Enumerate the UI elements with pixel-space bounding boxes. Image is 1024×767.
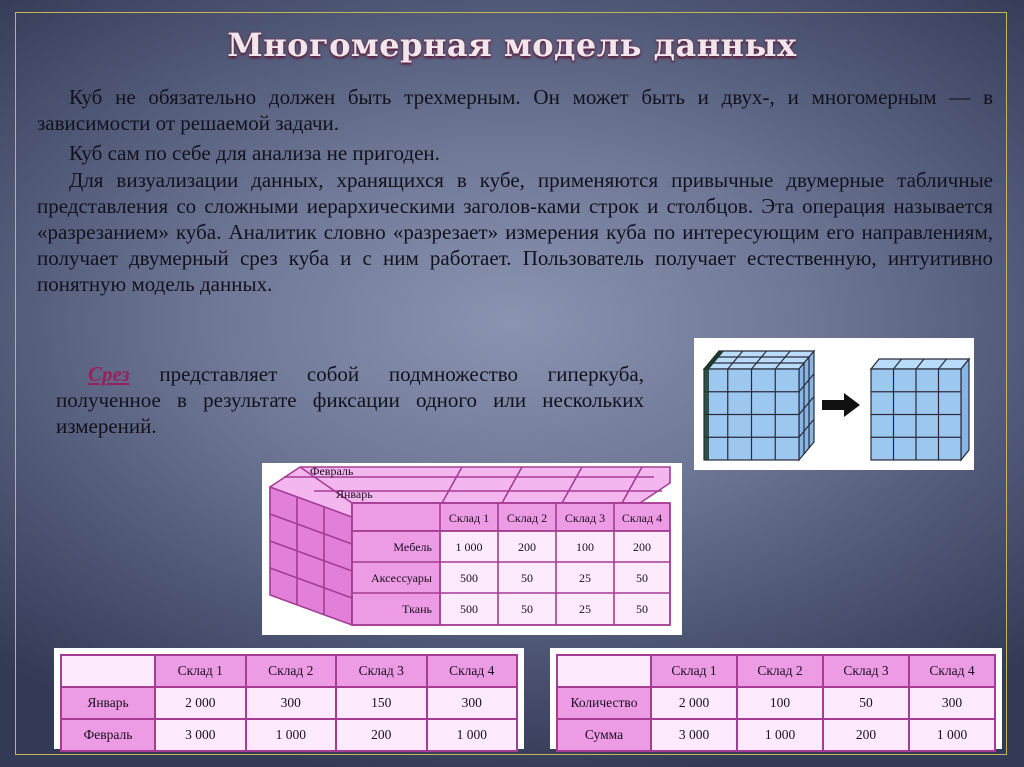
table-cell: 100 xyxy=(737,687,823,719)
table-row xyxy=(557,719,995,751)
cube-col-header: Склад 1 xyxy=(448,511,490,525)
table-corner-cell xyxy=(557,655,651,687)
cube-cell: 200 xyxy=(518,540,536,554)
cube-col-header: Склад 3 xyxy=(564,511,606,525)
cube-cell: 25 xyxy=(579,602,591,616)
table-cell: 2 000 xyxy=(651,687,737,719)
arrow-icon xyxy=(822,393,860,417)
table-col-header: Склад 1 xyxy=(155,655,246,687)
slice-table-measures-panel xyxy=(550,648,1002,749)
table-row xyxy=(557,687,995,719)
result-slice xyxy=(871,359,969,460)
table-cell: 300 xyxy=(246,687,337,719)
table-cell: 200 xyxy=(823,719,909,751)
table-cell: 300 xyxy=(909,687,995,719)
table-col-header: Склад 4 xyxy=(427,655,518,687)
table-col-header: Склад 4 xyxy=(909,655,995,687)
table-cell: 50 xyxy=(823,687,909,719)
table-corner-cell xyxy=(61,655,155,687)
table-header-row xyxy=(61,655,517,687)
paragraph-cube-dimensions: Куб не обязательно должен быть трехмерным. Он может быть и двух-, и многомерным — в зависимости от решаемой задачи. xyxy=(37,85,993,135)
source-cube xyxy=(704,351,814,460)
paragraph-cube-not-suitable: Куб сам по себе для анализа не пригоден. xyxy=(69,141,440,165)
cube-slice-diagram xyxy=(694,338,974,470)
cube-cell: 50 xyxy=(521,571,533,585)
table-row-label: Февраль xyxy=(61,719,155,751)
table-cell: 1 000 xyxy=(246,719,337,751)
slice-definition xyxy=(56,361,644,439)
table-row-label: Количество xyxy=(557,687,651,719)
cube-cell: 500 xyxy=(460,571,478,585)
table-cell: 1 000 xyxy=(737,719,823,751)
slide-title: Многомерная модель данных xyxy=(227,26,797,64)
cube-row-label: Мебель xyxy=(393,540,432,554)
table-header-row xyxy=(557,655,995,687)
table-cell: 1 000 xyxy=(909,719,995,751)
cube-cell: 200 xyxy=(633,540,651,554)
table-col-header: Склад 1 xyxy=(651,655,737,687)
slice-definition-text: представляет собой подмножество гиперкуба, полученное в результате фиксации одного или нескольких измерений. xyxy=(56,362,644,438)
table-col-header: Склад 2 xyxy=(737,655,823,687)
cube-col-header: Склад 4 xyxy=(621,511,663,525)
slice-term: Срез xyxy=(88,362,130,386)
table-cell: 2 000 xyxy=(155,687,246,719)
cube-cell: 25 xyxy=(579,571,591,585)
cube-row-label: Аксессуары xyxy=(370,571,432,585)
table-cell: 200 xyxy=(336,719,427,751)
paragraph-visualization: Для визуализации данных, хранящихся в кубе, применяются привычные двумерные табличные представления со сложными иерархическими заголов-ками строк и столбцов. Эта операция называется «разрезанием» куба. Аналитик словно «разрезает» измерения куба по интересующим его направлениям, получает двумерный срез куба и с ним работает. Пользователь получает естественную, интуитивно понятную модель данных. xyxy=(37,168,993,296)
table-cell: 3 000 xyxy=(155,719,246,751)
slice-table-months xyxy=(60,654,518,752)
cube-cell: 100 xyxy=(576,540,594,554)
table-col-header: Склад 3 xyxy=(336,655,427,687)
table-col-header: Склад 3 xyxy=(823,655,909,687)
cube-layer-front: Январь xyxy=(336,487,373,501)
table-row xyxy=(61,719,517,751)
slice-table-measures xyxy=(556,654,996,752)
table-col-header: Склад 2 xyxy=(246,655,337,687)
table-cell: 3 000 xyxy=(651,719,737,751)
cube-layer-back: Февраль xyxy=(310,464,354,478)
table-cell: 1 000 xyxy=(427,719,518,751)
table-row-label: Январь xyxy=(61,687,155,719)
cube-cell: 1 000 xyxy=(455,540,483,554)
table-row-label: Сумма xyxy=(557,719,651,751)
data-cube-3d xyxy=(262,463,682,635)
cube-col-header: Склад 2 xyxy=(506,511,548,525)
table-cell: 150 xyxy=(336,687,427,719)
table-row xyxy=(61,687,517,719)
cube-cell: 500 xyxy=(460,602,478,616)
cube-cell: 50 xyxy=(636,602,648,616)
cube-cell: 50 xyxy=(636,571,648,585)
table-cell: 300 xyxy=(427,687,518,719)
cube-row-label: Ткань xyxy=(402,602,432,616)
cube-cell: 50 xyxy=(521,602,533,616)
slice-table-months-panel xyxy=(54,648,524,749)
